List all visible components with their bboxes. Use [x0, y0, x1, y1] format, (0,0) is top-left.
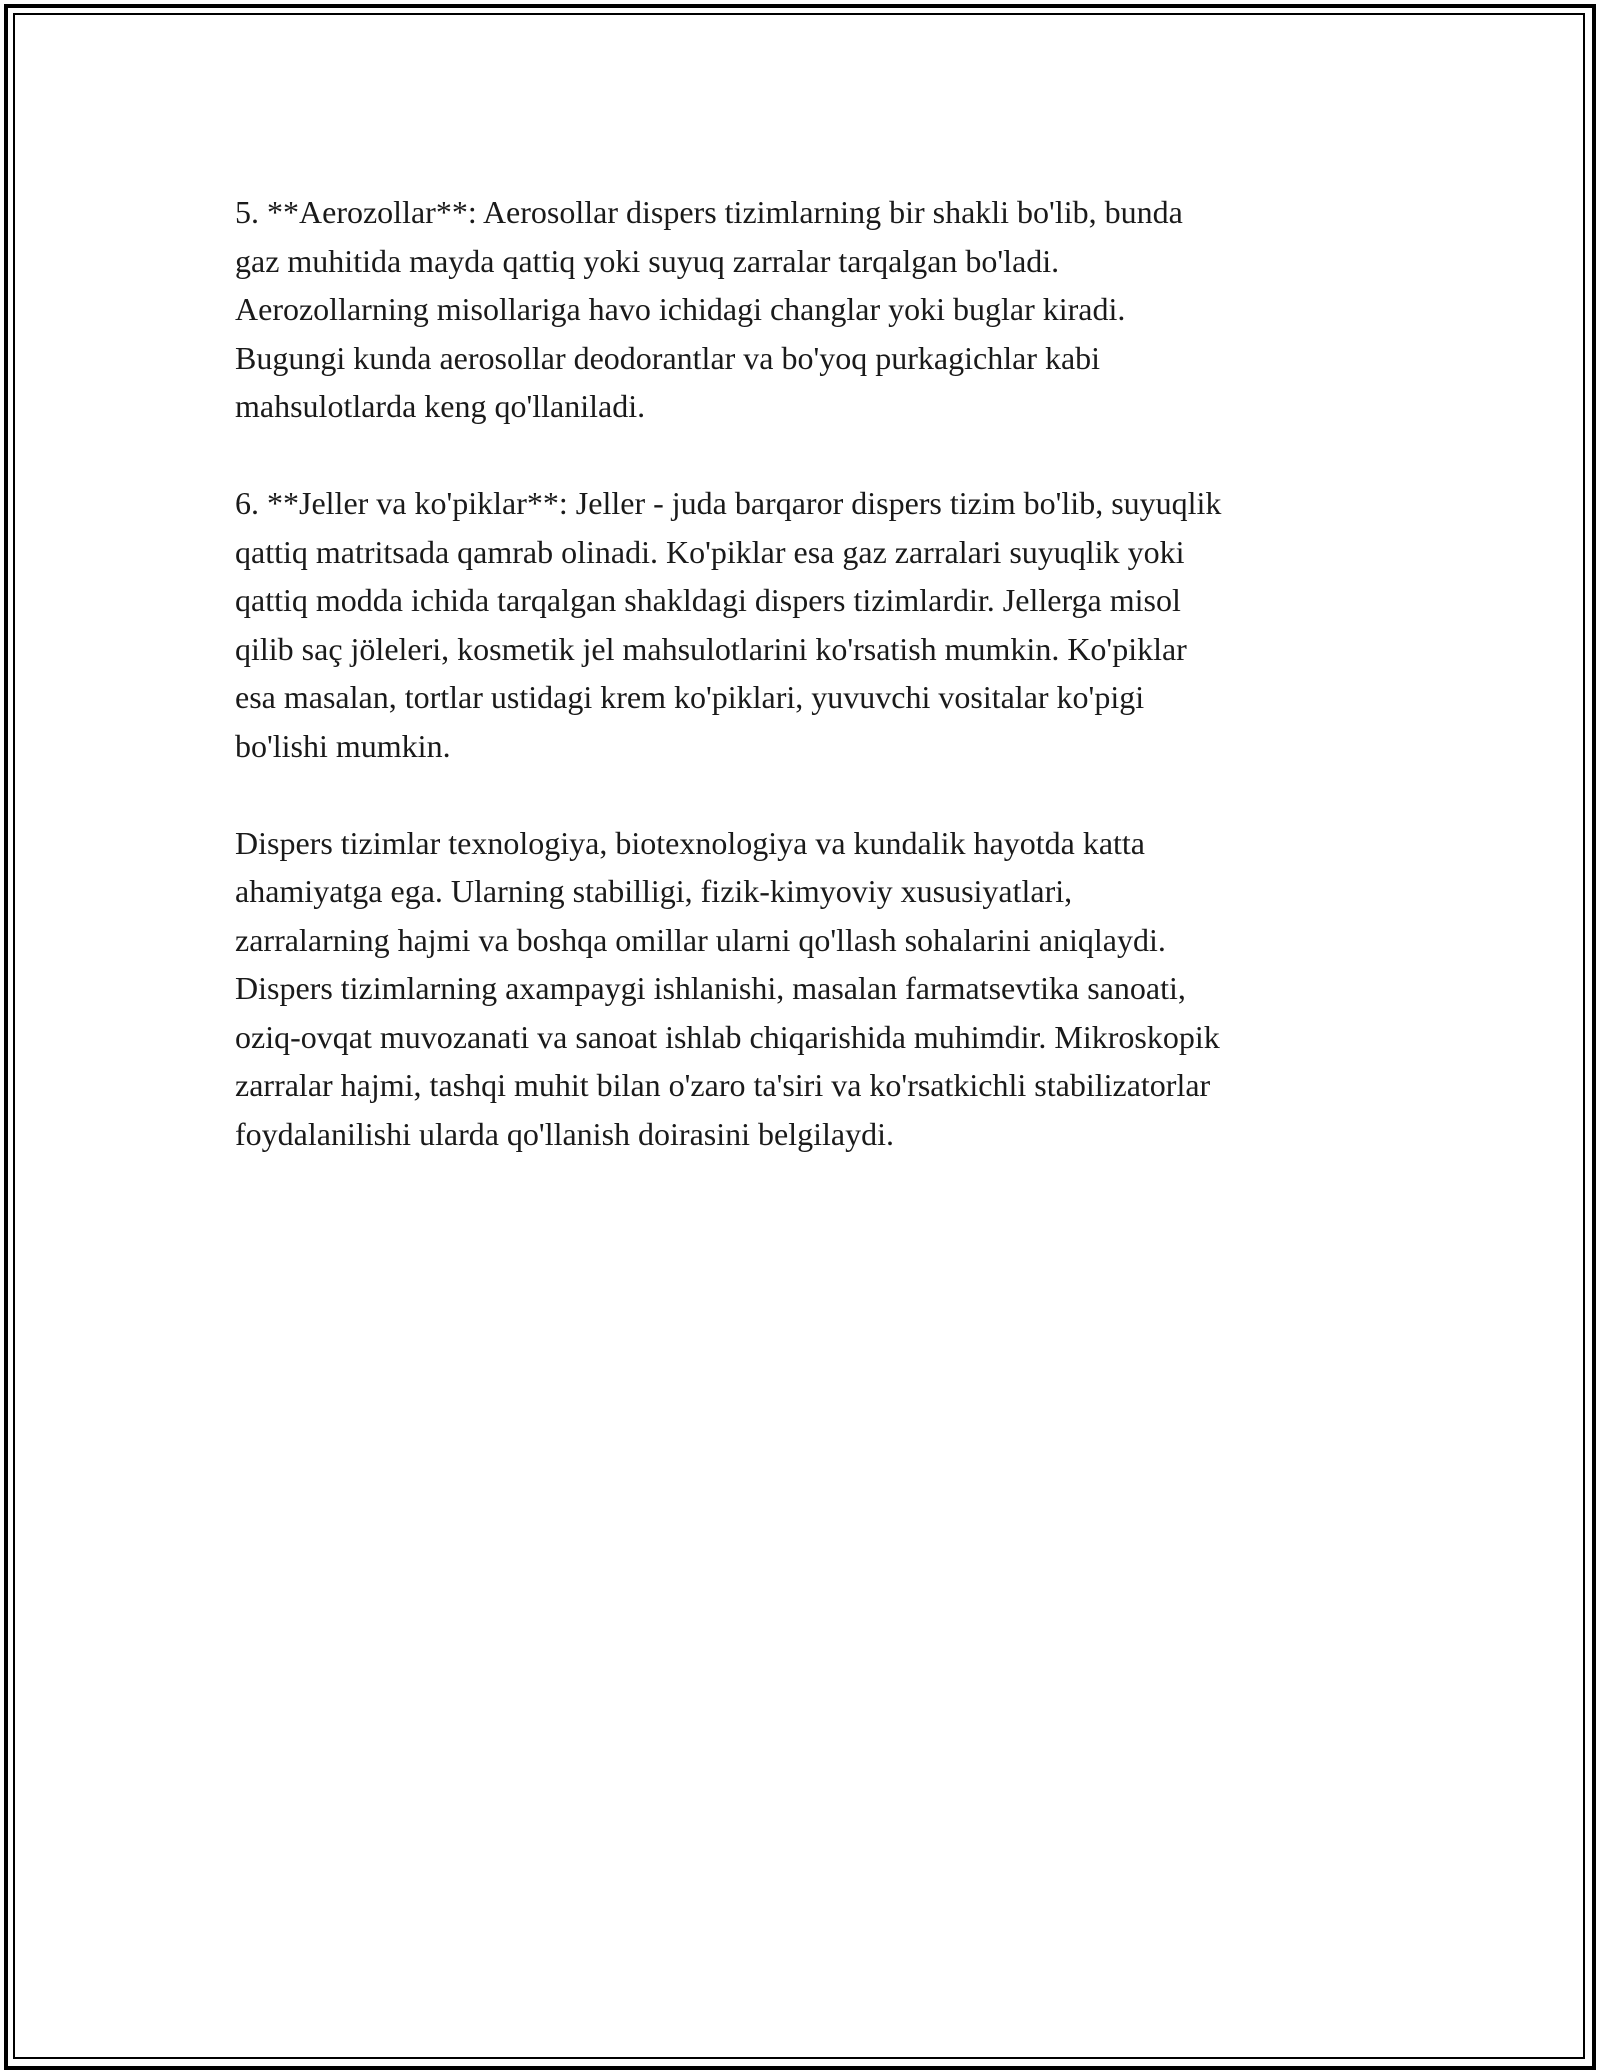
paragraph-dispers-tizimlar-conclusion: Dispers tizimlar texnologiya, biotexnologiya va kundalik hayotda katta ahamiyatga ega. Ularning stabilligi, fizik-kimyoviy xususiyatlari, zarralarning hajmi va boshqa omillar ularni qo'llash sohalarini aniqlaydi. Dispers tizimlarning axampaygi ishlanishi, masalan farmatsevtika sanoati, oziq-ovqat muvozanati va sanoat ishlab chiqarishida muhimdir. Mikroskopik zarralar hajmi, tashqi muhit bilan o'zaro ta'siri va ko'rsatkichli stabilizatorlar foydalanilishi ularda qo'llanish doirasini belgilaydi. [235, 824, 1220, 1152]
document-body [235, 188, 1395, 1207]
paragraph-jeller-va-kopiklar: 6. **Jeller va ko'piklar**: Jeller - juda barqaror dispers tizim bo'lib, suyuqlik qattiq matritsada qamrab olinadi. Ko'piklar esa gaz zarralari suyuqlik yoki qattiq modda ichida tarqalgan shakldagi dispers tizimlardir. Jellerga misol qilib saç jöleleri, kosmetik jel mahsulotlarini ko'rsatish mumkin. Ko'piklar esa masalan, tortlar ustidagi krem ko'piklari, yuvuvchi vositalar ko'pigi bo'lishi mumkin. [235, 485, 1222, 764]
paragraph-aerozollar: 5. **Aerozollar**: Aerosollar dispers tizimlarning bir shakli bo'lib, bunda gaz muhitida mayda qattiq yoki suyuq zarralar tarqalgan bo'ladi. Aerozollarning misollariga havo ichidagi changlar yoki buglar kiradi. Bugungi kunda aerosollar deodorantlar va bo'yoq purkagichlar kabi mahsulotlarda keng qo'llaniladi. [235, 194, 1183, 424]
